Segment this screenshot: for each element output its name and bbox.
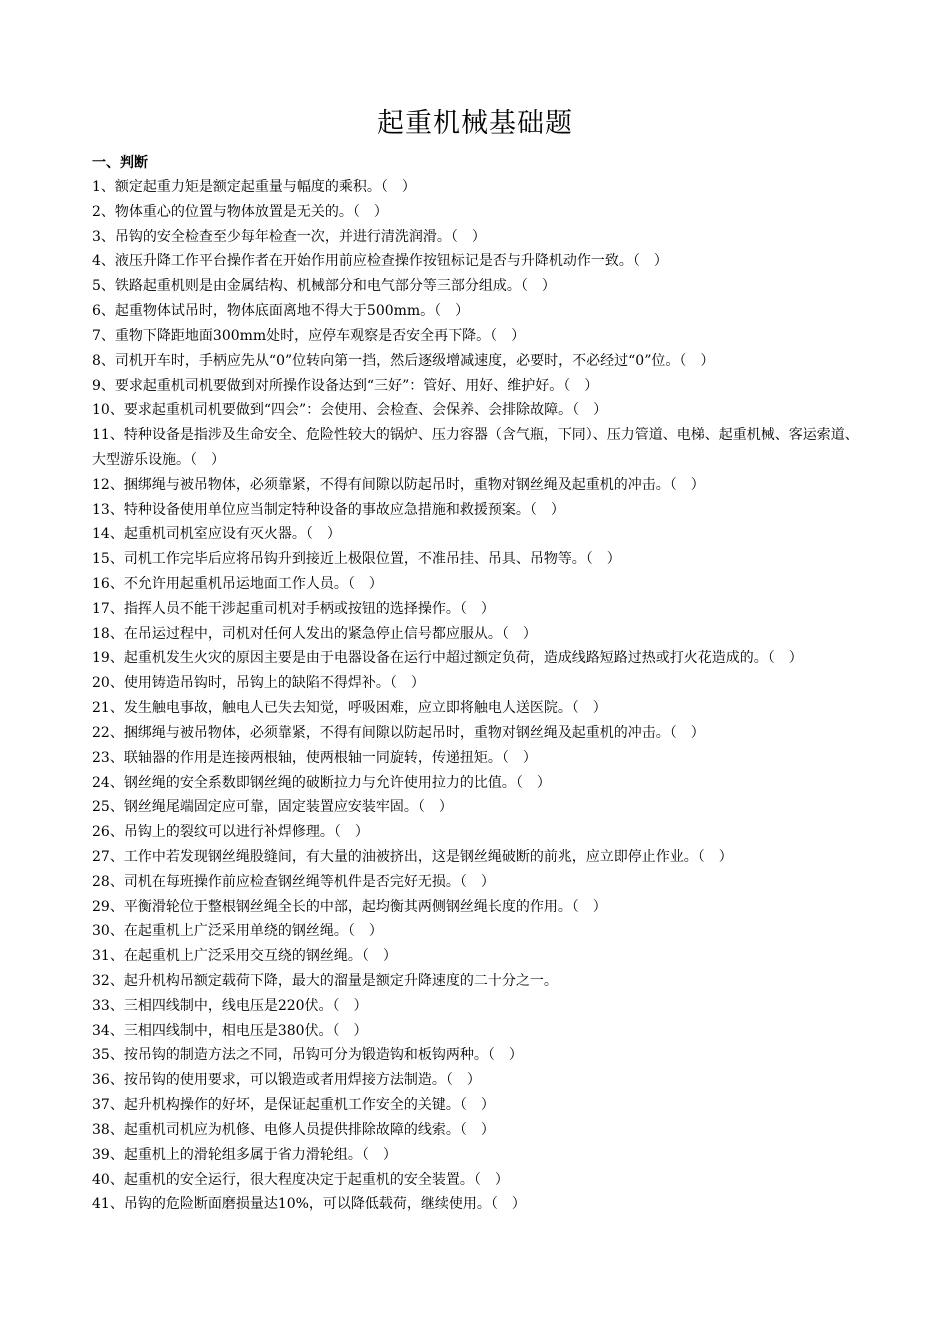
question-item: 22、捆绑绳与被吊物体，必须靠紧，不得有间隙以防起吊时，重物对钢丝绳及起重机的冲击。（ ） — [92, 724, 705, 741]
question-item: 1、额定起重力矩是额定起重量与幅度的乘积。（ ） — [92, 179, 416, 195]
question-item: 6、起重物体试吊时，物体底面离地不得大于500mm。（ ） — [92, 303, 470, 320]
question-item: 36、按吊钩的使用要求，可以锻造或者用焊接方法制造。（ ） — [92, 1072, 481, 1089]
question-item: 32、起升机构吊额定载荷下降，最大的溜量是额定升降速度的二十分之一。 — [92, 973, 558, 989]
question-item: 10、要求起重机司机要做到“四会”：会使用、会检查、会保养、会排除故障。（ ） — [92, 402, 608, 419]
question-item: 15、司机工作完毕后应将吊钩升到接近上极限位置，不准吊挂、吊具、吊物等。（ ） — [92, 551, 621, 568]
section-heading: 一、判断 — [92, 155, 148, 171]
question-item: 19、起重机发生火灾的原因主要是由于电器设备在运行中超过额定负荷，造成线路短路过热或打火花造成的。（ ） — [92, 650, 803, 667]
question-item: 28、司机在每班操作前应检查钢丝绳等机件是否完好无损。（ ） — [92, 873, 495, 890]
question-item: 23、联轴器的作用是连接两根轴，使两根轴一同旋转，传递扭矩。（ ） — [92, 749, 537, 766]
question-item: 29、平衡滑轮位于整根钢丝绳全长的中部，起均衡其两侧钢丝绳长度的作用。（ ） — [92, 898, 607, 915]
question-item: 13、特种设备使用单位应当制定特种设备的事故应急措施和救援预案。（ ） — [92, 501, 565, 518]
question-item: 8、司机开车时，手柄应先从“0”位转向第一挡，然后逐级增减速度，必要时，不必经过“0”位。（ ） — [92, 352, 715, 369]
question-item: 16、不允许用起重机吊运地面工作人员。（ ） — [92, 576, 383, 592]
question-item: 3、吊钩的安全检查至少每年检查一次，并进行清洗润滑。（ ） — [92, 228, 486, 245]
question-item: 12、捆绑绳与被吊物体，必须靠紧，不得有间隙以防起吊时，重物对钢丝绳及起重机的冲击。（ ） — [92, 476, 705, 493]
question-item: 7、重物下降距地面300mm处时，应停车观察是否安全再下降。（ ） — [92, 327, 526, 344]
question-item: 30、在起重机上广泛采用单绕的钢丝绳。（ ） — [92, 923, 383, 940]
question-item: 21、发生触电事故，触电人已失去知觉，呼吸困难，应立即将触电人送医院。（ ） — [92, 700, 607, 717]
question-item: 41、吊钩的危险断面磨损量达10%，可以降低载荷，继续使用。（ ） — [92, 1196, 526, 1213]
question-item: 5、铁路起重机则是由金属结构、机械部分和电气部分等三部分组成。（ ） — [92, 278, 556, 295]
question-item: 37、起升机构操作的好坏，是保证起重机工作安全的关键。（ ） — [92, 1097, 495, 1114]
question-item: 34、三相四线制中，相电压是380伏。（ ） — [92, 1022, 368, 1039]
question-item: 39、起重机上的滑轮组多属于省力滑轮组。（ ） — [92, 1146, 397, 1163]
question-item: 20、使用铸造吊钩时，吊钩上的缺陷不得焊补。（ ） — [92, 675, 425, 692]
question-item: 40、起重机的安全运行，很大程度决定于起重机的安全装置。（ ） — [92, 1171, 509, 1188]
question-item: 33、三相四线制中，线电压是220伏。（ ） — [92, 997, 368, 1014]
question-item: 25、钢丝绳尾端固定应可靠，固定装置应安装牢固。（ ） — [92, 799, 453, 816]
question-item: 31、在起重机上广泛采用交互绕的钢丝绳。（ ） — [92, 948, 397, 965]
question-item: 17、指挥人员不能干涉起重司机对手柄或按钮的选择操作。（ ） — [92, 600, 495, 617]
question-item: 38、起重机司机应为机修、电修人员提供排除故障的线索。（ ） — [92, 1121, 495, 1138]
question-item: 24、钢丝绳的安全系数即钢丝绳的破断拉力与允许使用拉力的比值。（ ） — [92, 774, 551, 791]
question-item: 11、特种设备是指涉及生命安全、危险性较大的锅炉、压力容器（含气瓶，下同）、压力管道、电梯、起重机械、客运索道、大型游乐设施。（ ） — [92, 427, 859, 468]
question-item: 2、物体重心的位置与物体放置是无关的。（ ） — [92, 203, 388, 220]
question-item: 4、液压升降工作平台操作者在开始作用前应检查操作按钮标记是否与升降机动作一致。（ ） — [92, 253, 668, 270]
question-item: 26、吊钩上的裂纹可以进行补焊修理。（ ） — [92, 824, 369, 841]
question-item: 27、工作中若发现钢丝绳股缝间，有大量的油被挤出，这是钢丝绳破断的前兆，应立即停止作业。（ ） — [92, 848, 733, 865]
question-item: 18、在吊运过程中，司机对任何人发出的紧急停止信号都应服从。（ ） — [92, 625, 537, 642]
question-list — [92, 175, 867, 1217]
question-item: 14、起重机司机室应设有灭火器。（ ） — [92, 526, 341, 543]
question-item: 35、按吊钩的制造方法之不同，吊钩可分为锻造钩和板钩两种。（ ） — [92, 1047, 523, 1064]
document-title: 起重机械基础题 — [377, 108, 573, 139]
question-item: 9、要求起重机司机要做到对所操作设备达到“三好”：管好、用好、维护好。（ ） — [92, 377, 599, 394]
